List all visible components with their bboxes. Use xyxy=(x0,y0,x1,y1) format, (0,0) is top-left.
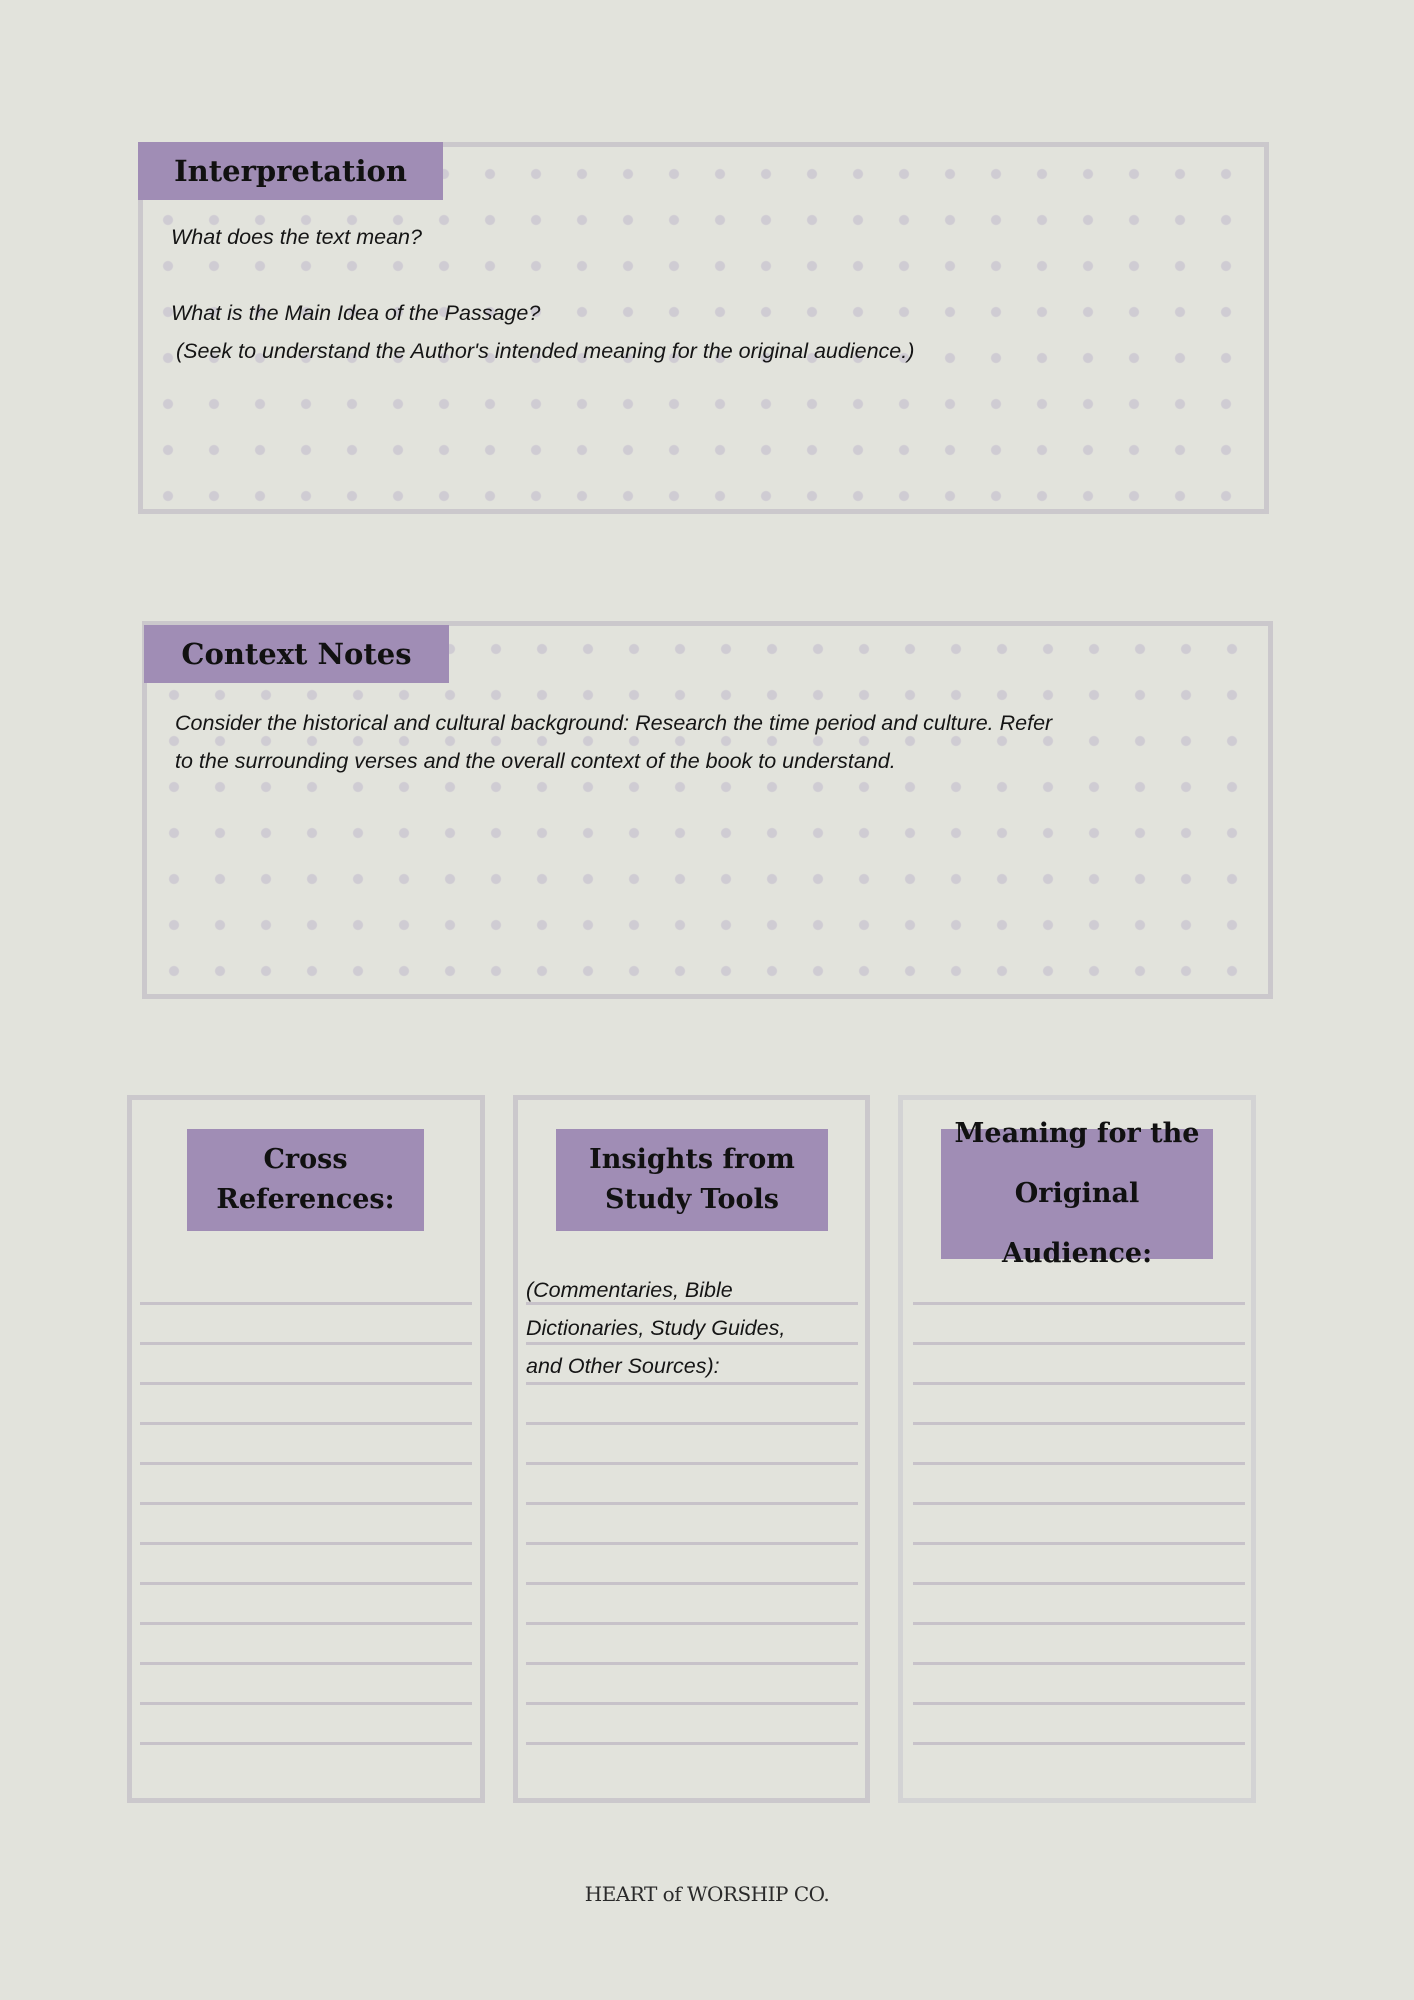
study-tools-note-line: Dictionaries, Study Guides, xyxy=(526,1316,786,1340)
writing-line xyxy=(526,1662,858,1665)
writing-line xyxy=(140,1382,472,1385)
writing-line xyxy=(913,1422,1245,1425)
writing-line xyxy=(140,1662,472,1665)
writing-line xyxy=(526,1582,858,1585)
study-tools-note-line: and Other Sources): xyxy=(526,1354,720,1378)
writing-line xyxy=(526,1422,858,1425)
context-notes-heading: Context Notes xyxy=(144,625,449,683)
writing-line xyxy=(913,1702,1245,1705)
study-tools-heading-line: Insights from xyxy=(589,1144,795,1175)
writing-line xyxy=(913,1622,1245,1625)
interpretation-question-note: (Seek to understand the Author's intended meaning for the original audience.) xyxy=(176,339,915,363)
cross-references-heading-line: Cross xyxy=(263,1144,348,1175)
writing-line xyxy=(913,1382,1245,1385)
writing-line xyxy=(526,1702,858,1705)
context-notes-text-line: Consider the historical and cultural background: Research the time period and culture. Refer xyxy=(175,711,1053,735)
context-notes-text-line: to the surrounding verses and the overall context of the book to understand. xyxy=(175,749,896,773)
study-tools-heading xyxy=(556,1129,828,1231)
writing-line xyxy=(140,1422,472,1425)
cross-references-heading-line: References: xyxy=(216,1184,395,1215)
writing-line xyxy=(526,1542,858,1545)
writing-line xyxy=(140,1502,472,1505)
writing-line xyxy=(140,1742,472,1745)
writing-line xyxy=(913,1462,1245,1465)
brand-logo: HEART of WORSHIP CO. xyxy=(584,1882,830,1906)
writing-line xyxy=(526,1622,858,1625)
writing-line xyxy=(913,1302,1245,1305)
original-audience-heading-line: Original Audience: xyxy=(1001,1178,1153,1269)
study-tools-heading-line: Study Tools xyxy=(604,1184,780,1215)
writing-line xyxy=(140,1462,472,1465)
interpretation-question-main-idea: What is the Main Idea of the Passage? xyxy=(171,301,541,325)
writing-line xyxy=(140,1302,472,1305)
writing-line xyxy=(140,1702,472,1705)
writing-line xyxy=(140,1542,472,1545)
writing-line xyxy=(913,1542,1245,1545)
writing-line xyxy=(913,1342,1245,1345)
interpretation-heading: Interpretation xyxy=(138,142,443,200)
writing-line xyxy=(913,1742,1245,1745)
writing-line xyxy=(913,1502,1245,1505)
writing-line xyxy=(526,1462,858,1465)
study-tools-note-line: (Commentaries, Bible xyxy=(526,1278,733,1302)
writing-line xyxy=(913,1662,1245,1665)
writing-line xyxy=(140,1342,472,1345)
original-audience-heading-line: Meaning for the xyxy=(954,1118,1200,1149)
writing-line xyxy=(140,1582,472,1585)
writing-line xyxy=(526,1742,858,1745)
study-tools-note xyxy=(526,1271,785,1385)
writing-line xyxy=(913,1582,1245,1585)
writing-line xyxy=(140,1622,472,1625)
original-audience-heading xyxy=(941,1118,1213,1269)
interpretation-question-meaning: What does the text mean? xyxy=(171,225,422,249)
cross-references-heading xyxy=(187,1129,424,1231)
writing-line xyxy=(526,1502,858,1505)
